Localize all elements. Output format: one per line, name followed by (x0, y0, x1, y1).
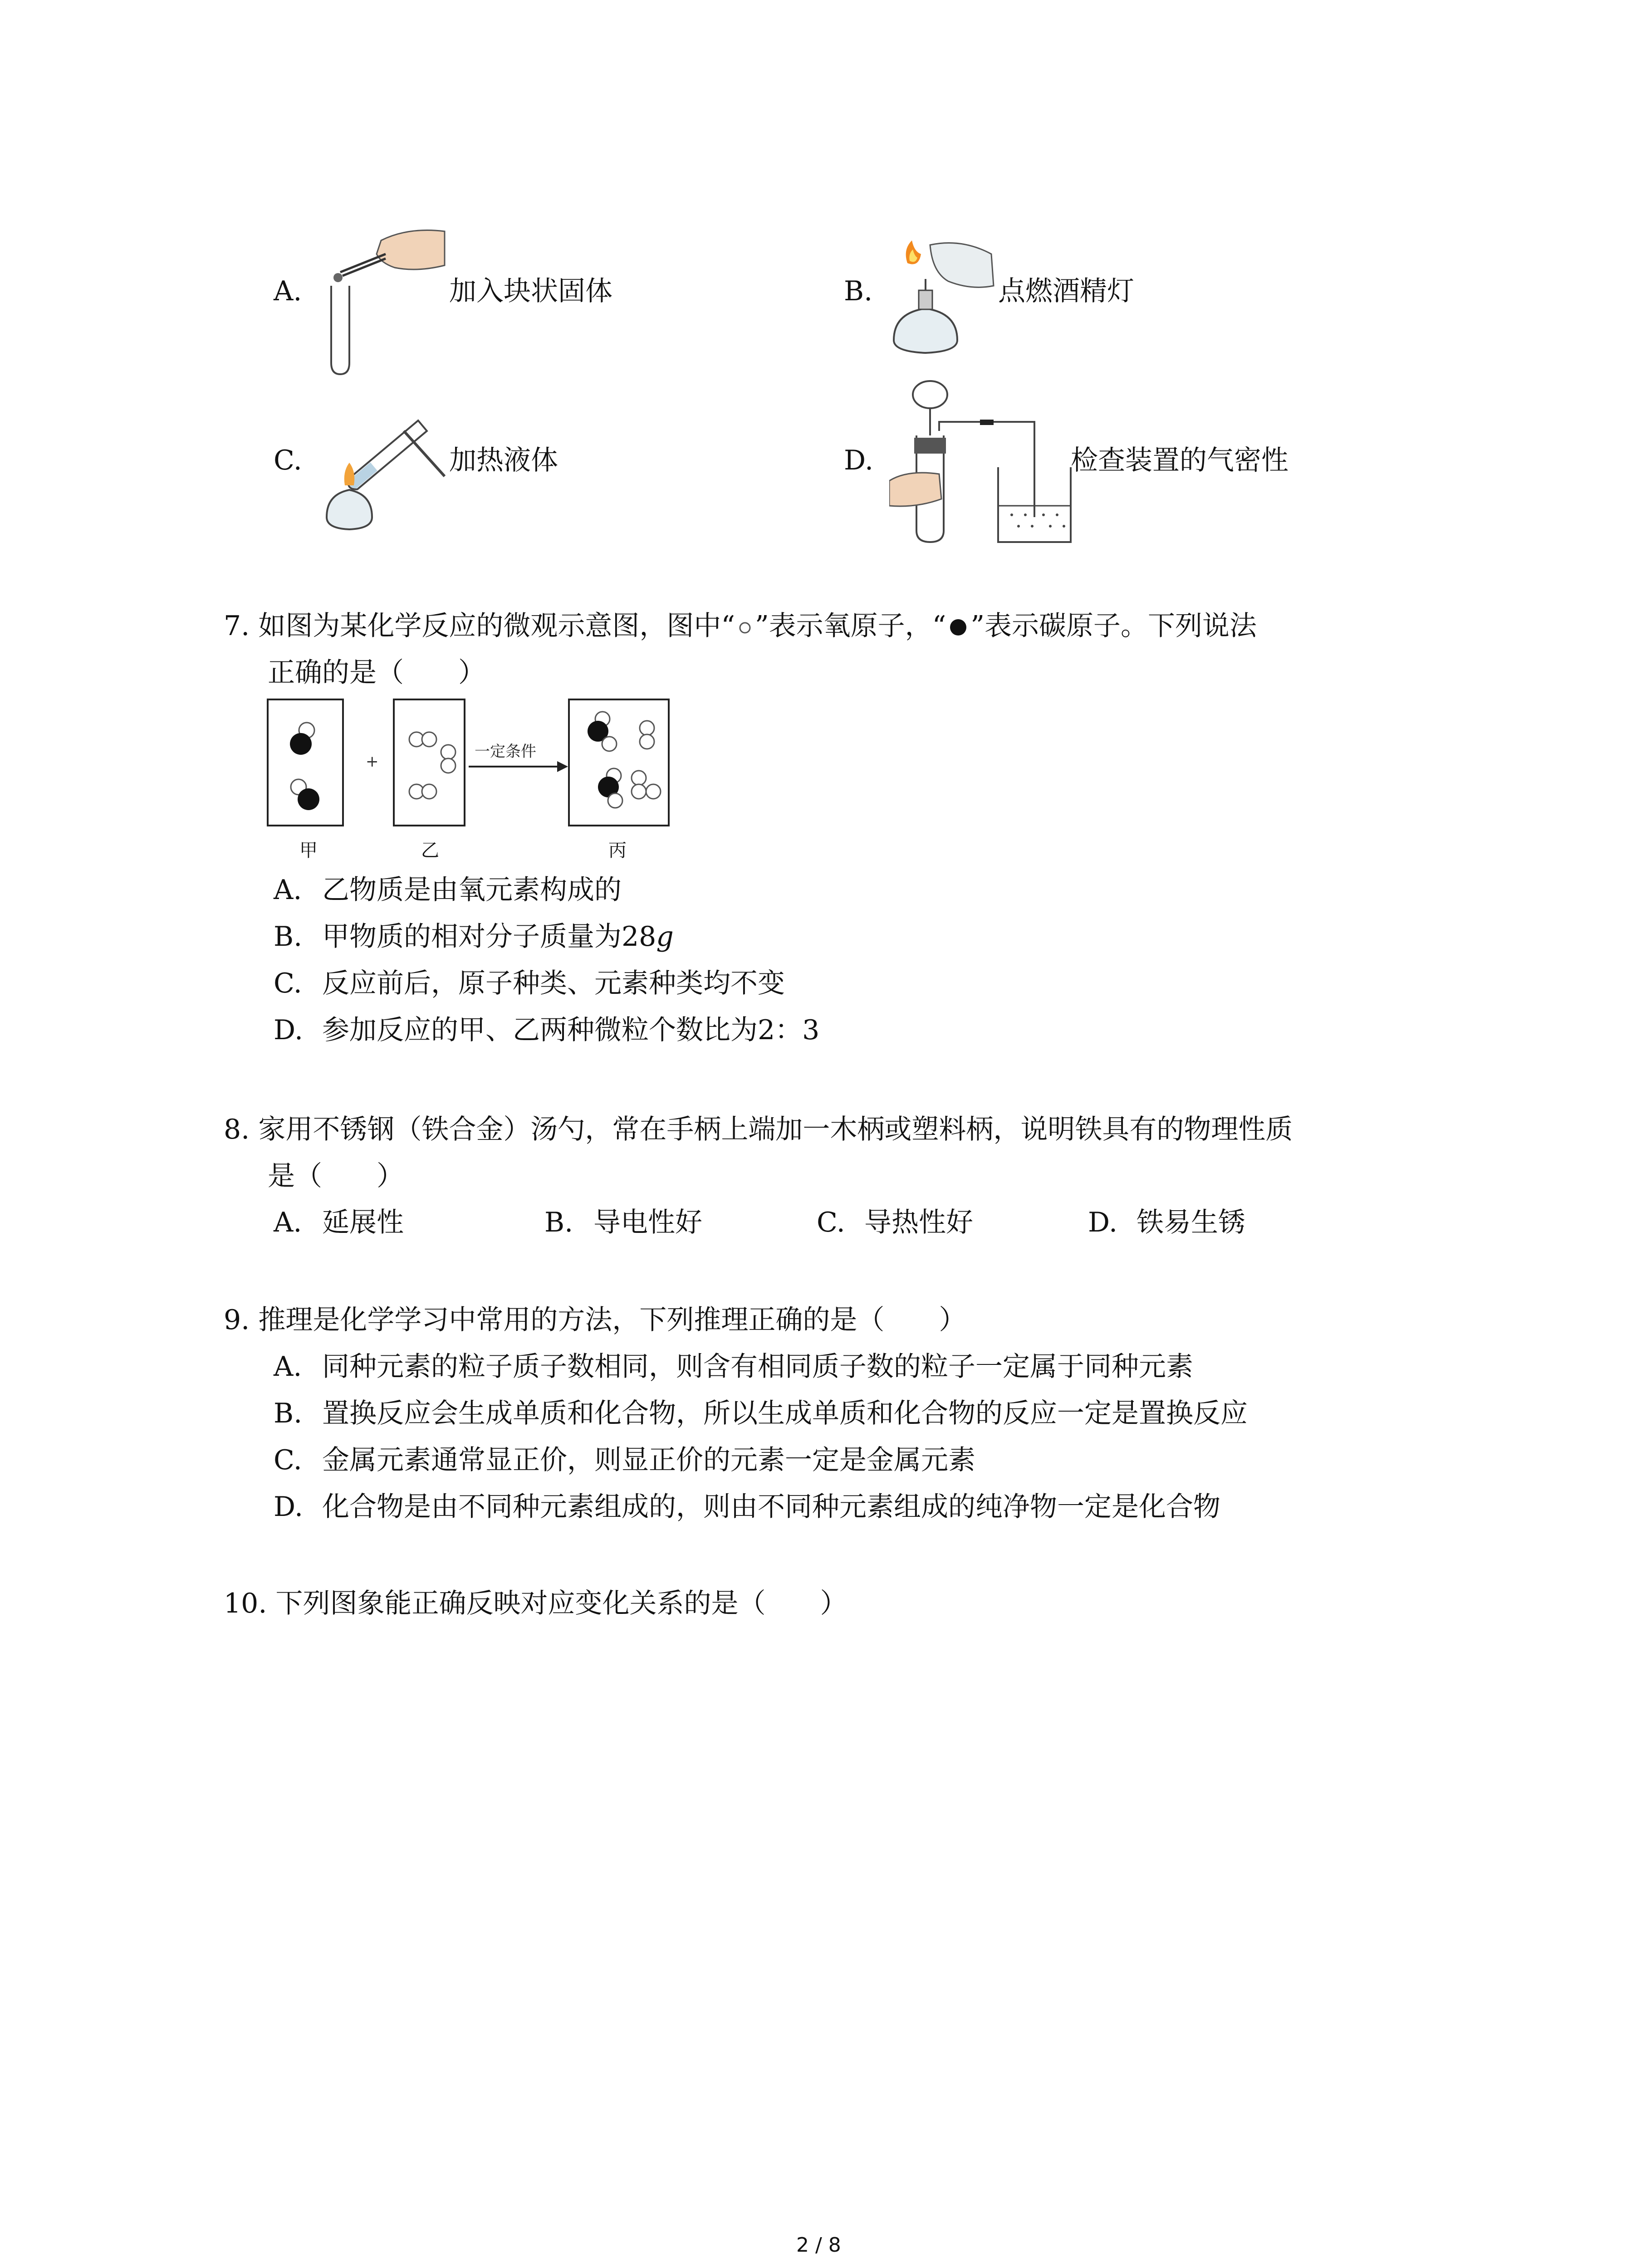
label-yi: 乙 (421, 840, 439, 861)
q7-option-c-letter: C. (274, 968, 302, 999)
carbon-atom-icon (946, 615, 970, 640)
q9-option-c-letter: C. (274, 1444, 302, 1476)
q9-option-a-text: 同种元素的粒子质子数相同，则含有相同质子数的粒子一定属于同种元素 (322, 1351, 1193, 1383)
q8-option-b-text: 导电性好 (593, 1207, 702, 1238)
q9-option-d-letter: D. (274, 1491, 304, 1523)
q9-stem: 9. 推理是化学学习中常用的方法，下列推理正确的是（ ） (224, 1304, 966, 1336)
q6-option-c-letter: C. (274, 445, 302, 476)
q7-stem-line2: 正确的是（ ） (268, 657, 485, 689)
reaction-diagram (267, 699, 675, 871)
q10-stem: 10. 下列图象能正确反映对应变化关系的是（ ） (224, 1588, 847, 1619)
heating-test-tube-icon (313, 399, 449, 531)
q7-option-b-text: 甲物质的相对分子质量为28 (322, 921, 656, 953)
q8-option-a-letter: A. (274, 1207, 302, 1238)
q8-stem-line1: 8. 家用不锈钢（铁合金）汤勺，常在手柄上端加一木柄或塑料柄，说明铁具有的物理性质 (224, 1114, 1293, 1145)
q7-option-b-letter: B. (274, 921, 303, 953)
q8-option-d-text: 铁易生锈 (1136, 1207, 1245, 1238)
q7-stem-end: ”表示碳原子。下列说法 (970, 610, 1257, 642)
reaction-condition: 一定条件 (475, 743, 536, 761)
q8-option-d-letter: D. (1088, 1207, 1118, 1238)
q7-stem-mid: ”表示氧原子，“ (755, 610, 946, 642)
plus-sign: + (366, 753, 379, 771)
page-number: 2 / 8 (796, 2234, 841, 2257)
q6-option-a-letter: A. (274, 275, 302, 307)
q6-option-d-text: 检查装置的气密性 (1071, 445, 1288, 476)
q9-option-a-letter: A. (274, 1351, 302, 1383)
q6-option-d-letter: D. (844, 445, 874, 476)
test-tube-tongs-icon (313, 222, 449, 376)
reaction-diagram-graphic (267, 699, 675, 835)
q7-option-a-text: 乙物质是由氧元素构成的 (322, 874, 622, 906)
q8-option-b-letter: B. (544, 1207, 573, 1238)
alcohol-lamp-lighting-icon (885, 236, 998, 358)
q6-option-b-letter: B. (844, 275, 873, 307)
label-bing: 丙 (608, 840, 627, 861)
q8-option-a-text: 延展性 (322, 1207, 404, 1238)
q7-option-d-text: 参加反应的甲、乙两种微粒个数比为2：3 (322, 1014, 820, 1046)
q7-option-a-letter: A. (274, 874, 302, 906)
q7-option-c-text: 反应前后，原子种类、元素种类均不变 (322, 968, 785, 999)
q8-option-c-letter: C. (817, 1207, 845, 1238)
q9-option-d-text: 化合物是由不同种元素组成的，则由不同种元素组成的纯净物一定是化合物 (322, 1491, 1220, 1523)
q9-option-c-text: 金属元素通常显正价，则显正价的元素一定是金属元素 (322, 1444, 975, 1476)
q6-option-a-text: 加入块状固体 (449, 275, 612, 307)
airtightness-check-icon (889, 376, 1080, 549)
q6-option-b-text: 点燃酒精灯 (998, 275, 1134, 307)
q7-option-b-unit: g (656, 921, 674, 953)
q7-stem-start: 7. 如图为某化学反应的微观示意图，图中“ (224, 610, 735, 642)
oxygen-atom-icon (735, 618, 755, 638)
q8-stem-line2: 是（ ） (268, 1160, 404, 1192)
q9-option-b-text: 置换反应会生成单质和化合物，所以生成单质和化合物的反应一定是置换反应 (322, 1398, 1248, 1429)
q8-option-c-text: 导热性好 (864, 1207, 973, 1238)
q7-option-d-letter: D. (274, 1014, 304, 1046)
label-jia: 甲 (299, 840, 318, 861)
q6-option-c-text: 加热液体 (449, 445, 558, 476)
q9-option-b-letter: B. (274, 1398, 303, 1429)
